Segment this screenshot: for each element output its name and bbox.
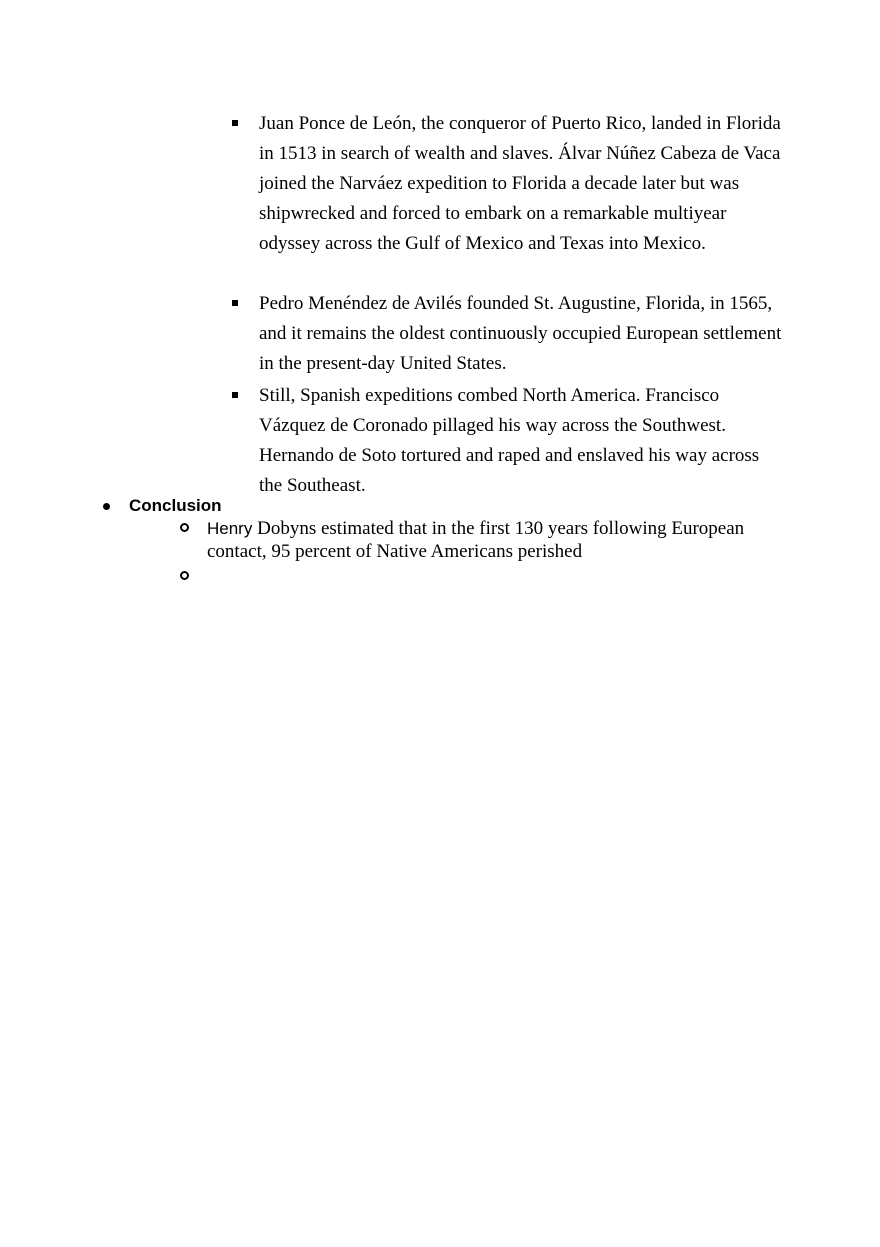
list-item-text: Pedro Menéndez de Avilés founded St. Augustine, Florida, in 1565, and it remains the oldest continuously occupied European settlement in the present-day United States.: [259, 293, 782, 374]
conclusion-heading-item: [103, 495, 703, 517]
square-bullet-icon: [232, 120, 238, 126]
conclusion-item-lead: Henry: [207, 519, 253, 538]
conclusion-item-body: Dobyns estimated that in the first 130 years following European contact, 95 percent of Native Americans perished: [207, 518, 745, 562]
hollow-circle-bullet-icon: [180, 571, 189, 580]
square-bullet-icon: [232, 392, 238, 398]
conclusion-heading: Conclusion: [129, 496, 222, 515]
list-item-text: Juan Ponce de León, the conqueror of Puerto Rico, landed in Florida in 1513 in search of wealth and slaves. Álvar Núñez Cabeza de Vaca joined the Narváez expedition to Florida a decade later but was shipwrecked and forced to embark on a remarkable multiyear odyssey across the Gulf of Mexico and Texas into Mexico.: [259, 113, 781, 254]
square-bullet-icon: [232, 300, 238, 306]
round-bullet-icon: [103, 503, 110, 510]
hollow-circle-bullet-icon: [180, 523, 189, 532]
list-item-text: Still, Spanish expeditions combed North America. Francisco Vázquez de Coronado pillaged his way across the Southwest. Hernando de Soto tortured and raped and enslaved his way across the Southeast.: [259, 385, 760, 496]
conclusion-item-text: [207, 517, 777, 563]
